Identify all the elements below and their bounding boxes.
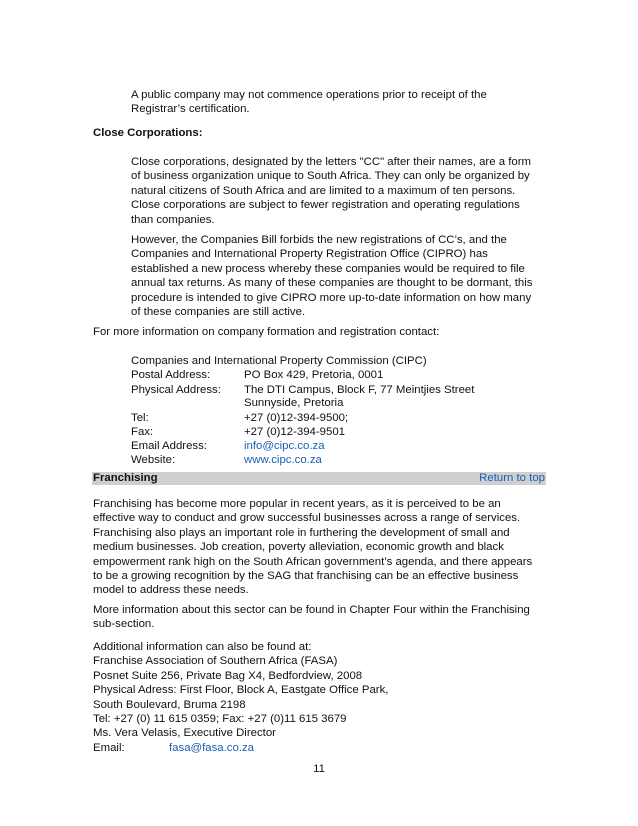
paragraph-line: of these companies are still active. [131, 306, 306, 319]
franchising-section-bar [92, 472, 546, 485]
paragraph-line: procedure is intended to give CIPRO more up-to-date information on how many [131, 291, 532, 304]
fasa-contact-block [93, 640, 548, 741]
paragraph-line: South Boulevard, Bruma 2198 [93, 698, 246, 711]
paragraph-line: Additional information can also be found at: [93, 641, 312, 653]
paragraph-line: model to address these needs. [93, 584, 249, 597]
physical-value-line-2: Sunnyside, Pretoria [244, 397, 344, 409]
paragraph-line: Registrar’s certification. [131, 103, 250, 116]
paragraph-line: Franchising also plays an important role in furthering the development of small and [93, 526, 510, 539]
paragraph-line: Close corporations, designated by the letters "CC" after their names, are a form [131, 156, 531, 168]
paragraph-line: Posnet Suite 256, Private Bag X4, Bedfordview, 2008 [93, 669, 363, 682]
physical-value: The DTI Campus, Block F, 77 Meintjies Street [244, 384, 475, 396]
paragraph-line: effective way to conduct and grow successful businesses across a range of services. [93, 512, 521, 525]
physical-label: Physical Address: [131, 384, 221, 396]
fasa-email-link[interactable]: fasa@fasa.co.za [169, 742, 255, 754]
paragraph-line: Franchising has become more popular in recent years, as it is perceived to be an [93, 498, 501, 510]
paragraph-line: medium businesses. Job creation, poverty alleviation, economic growth and black [93, 541, 504, 554]
franchising-paragraph-1 [93, 497, 548, 598]
return-to-top-link[interactable]: Return to top [479, 472, 545, 484]
paragraph-line: natural citizens of South Africa and are limited to a maximum of ten persons. [131, 184, 516, 197]
contact-intro: For more information on company formation and registration contact: [93, 326, 440, 338]
fasa-email-label: Email: [93, 742, 125, 754]
paragraph-line: empowerment rank high on the South African government’s agenda, and there appears [93, 555, 533, 568]
paragraph-line: sub-section. [93, 618, 155, 631]
fax-label: Fax: [131, 426, 154, 438]
paragraph-line: of business organization unique to South Africa. They can only be organized by [131, 170, 530, 183]
postal-label: Postal Address: [131, 369, 211, 381]
cipc-website-link[interactable]: www.cipc.co.za [244, 454, 322, 466]
paragraph-line: Tel: +27 (0) 11 615 0359; Fax: +27 (0)11 615 3679 [93, 713, 347, 726]
paragraph-line: Companies and International Property Registration Office (CIPRO) has [131, 248, 488, 261]
paragraph-line: Close corporations are subject to fewer registration and operating regulations [131, 199, 520, 212]
website-label: Website: [131, 454, 176, 466]
email-label: Email Address: [131, 440, 207, 452]
close-corporations-paragraph-1 [131, 155, 551, 227]
fax-value: +27 (0)12-394-9501 [244, 426, 346, 438]
tel-label: Tel: [131, 412, 149, 424]
page-number: 11 [313, 763, 325, 775]
postal-value: PO Box 429, Pretoria, 0001 [244, 369, 384, 381]
franchising-heading: Franchising [93, 472, 158, 484]
paragraph-line: to be a growing recognition by the SAG that franchising can be an effective business [93, 570, 519, 583]
close-corporations-heading: Close Corporations: [93, 127, 203, 139]
tel-value: +27 (0)12-394-9500; [244, 412, 349, 424]
cipc-email-link[interactable]: info@cipc.co.za [244, 440, 325, 452]
paragraph-line: More information about this sector can be found in Chapter Four within the Franchising [93, 604, 530, 616]
close-corporations-paragraph-2 [131, 233, 551, 319]
franchising-paragraph-2 [93, 603, 548, 632]
paragraph-line: Franchise Association of Southern Africa (FASA) [93, 655, 338, 668]
cipc-name-text: Companies and International Property Commission (CIPC) [131, 355, 427, 367]
paragraph-line: Ms. Vera Velasis, Executive Director [93, 727, 276, 740]
cipc-name [131, 354, 427, 368]
public-company-paragraph [131, 88, 551, 117]
paragraph-line: However, the Companies Bill forbids the new registrations of CC’s, and the [131, 234, 507, 246]
paragraph-line: established a new process whereby these companies would be required to file [131, 262, 525, 275]
paragraph-line: annual tax returns. As many of these companies are thought to be dormant, this [131, 277, 533, 290]
fasa-email-row [93, 741, 393, 755]
paragraph-line: than companies. [131, 213, 215, 226]
paragraph-line: A public company may not commence operations prior to receipt of the [131, 89, 487, 101]
paragraph-line: Physical Adress: First Floor, Block A, Eastgate Office Park, [93, 684, 389, 697]
